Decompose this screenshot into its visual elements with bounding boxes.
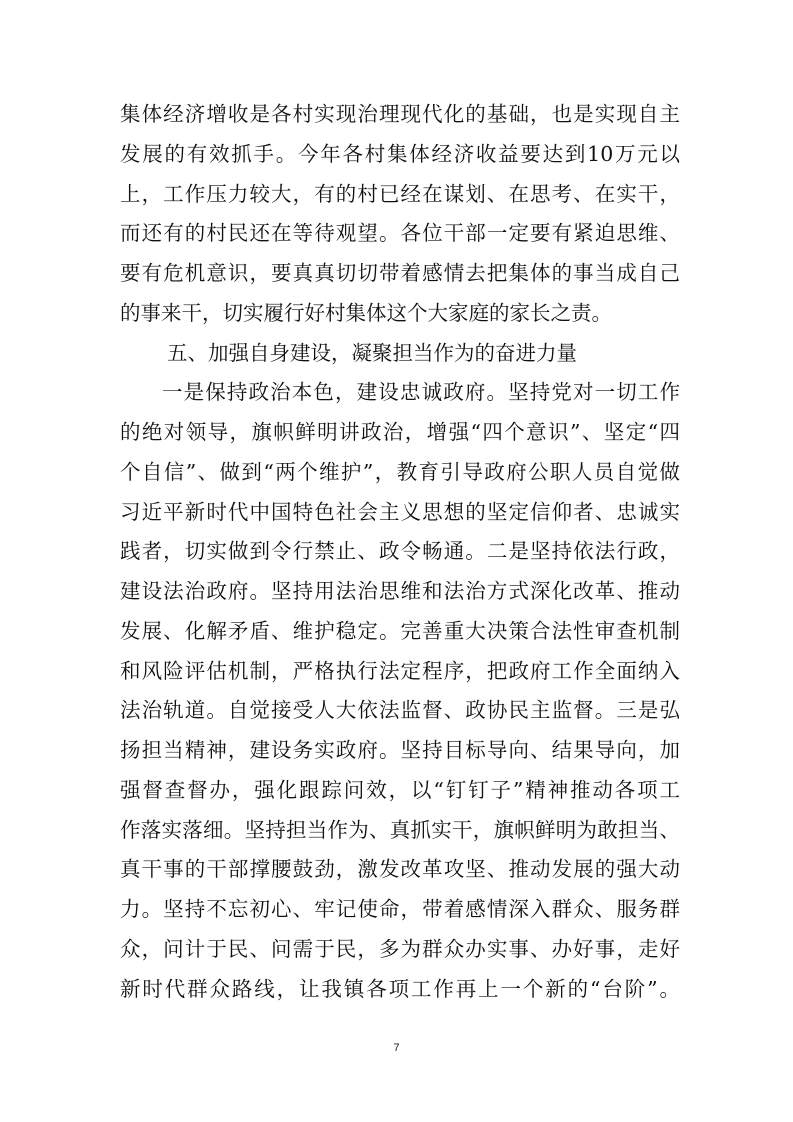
- paragraph-line: 一是保持政治本色，建设忠诚政府。坚持党对一切工作: [162, 380, 680, 405]
- paragraph-line: 力。坚持不忘初心、牢记使命，带着感情深入群众、服务群: [120, 897, 680, 921]
- paragraph-line: 上，工作压力较大，有的村已经在谋划、在思考、在实干，: [120, 181, 680, 206]
- paragraph-line: 集体经济增收是各村实现治理现代化的基础，也是实现自主: [120, 102, 680, 126]
- paragraph-line: 扬担当精神，建设务实政府。坚持目标导向、结果导向，加: [120, 738, 680, 762]
- paragraph-line: 和风险评估机制，严格执行法定程序，把政府工作全面纳入: [120, 658, 680, 683]
- body-text: [120, 95, 680, 1009]
- paragraph-line: 的绝对领导，旗帜鲜明讲政治，增强“四个意识”、坚定“四: [120, 420, 680, 444]
- paragraph-line: 习近平新时代中国特色社会主义思想的坚定信仰者、忠诚实: [120, 499, 680, 524]
- paragraph-line: 新时代群众路线，让我镇各项工作再上一个新的“台阶”。: [120, 976, 680, 1001]
- page-number: 7: [393, 1042, 400, 1054]
- paragraph-line: 个自信”、做到“两个维护”，教育引导政府公职人员自觉做: [120, 459, 680, 484]
- paragraph-line: 而还有的村民还在等待观望。各位干部一定要有紧迫思维、: [120, 221, 680, 246]
- paragraph-line: 的事来干，切实履行好村集体这个大家庭的家长之责。: [120, 300, 612, 325]
- paragraph-line: 作落实落细。坚持担当作为、真抓实干，旗帜鲜明为敢担当、: [120, 817, 680, 842]
- paragraph-line: 践者，切实做到令行禁止、政令畅通。二是坚持依法行政，: [120, 539, 680, 564]
- paragraph-line: 法治轨道。自觉接受人大依法监督、政协民主监督。三是弘: [120, 698, 680, 723]
- paragraph-line: 强督查督办，强化跟踪问效，以“钉钉子”精神推动各项工: [120, 777, 680, 802]
- paragraph-line: 发展的有效抓手。今年各村集体经济收益要达到10万元以: [120, 141, 680, 166]
- paragraph-line: 建设法治政府。坚持用法治思维和法治方式深化改革、推动: [120, 579, 680, 603]
- paragraph-line: 众，问计于民、问需于民，多为群众办实事、办好事，走好: [120, 936, 680, 961]
- section-heading: 五、加强自身建设，凝聚担当作为的奋进力量: [167, 340, 577, 365]
- paragraph-line: 发展、化解矛盾、维护稳定。完善重大决策合法性审查机制: [120, 618, 680, 643]
- paragraph-line: 真干事的干部撑腰鼓劲，激发改革攻坚、推动发展的强大动: [120, 857, 680, 882]
- paragraph-line: 要有危机意识，要真真切切带着感情去把集体的事当成自己: [120, 261, 680, 285]
